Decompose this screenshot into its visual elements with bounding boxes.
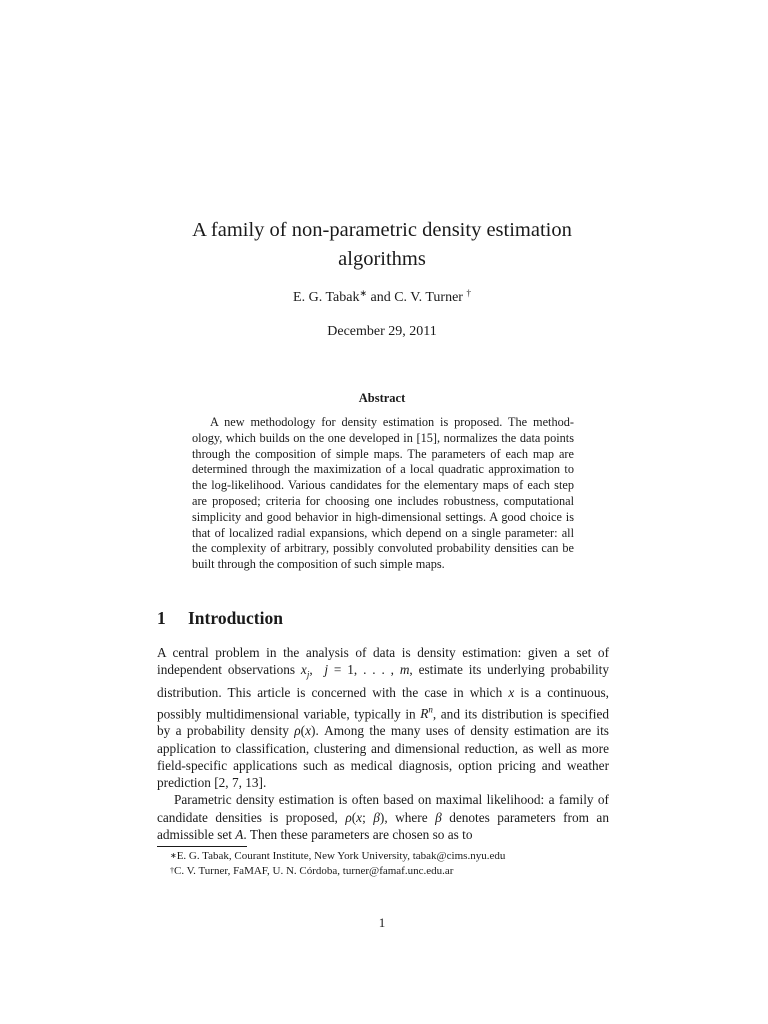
paper-date: December 29, 2011 <box>327 324 437 339</box>
footnote-item <box>170 864 610 879</box>
footnote-item <box>170 849 610 864</box>
author-first: E. G. Tabak <box>293 290 360 305</box>
section-title: Introduction <box>188 608 283 628</box>
footnote-text: E. G. Tabak, Courant Institute, New York University, tabak@cims.nyu.edu <box>176 850 506 862</box>
footnotes <box>170 849 610 879</box>
abstract-text: A new methodology for density estimation is proposed. The methodology, which builds on the one developed in [15], normalizes the data points through the composition of simple maps. The parameters of each map are determined through the maximization of a local quadratic approximation to the log-likelihood. Various candidates for the elementary maps of each step are proposed; criteria for choosing one includes robustness, computational simplicity and good behavior in high-dimensional settings. A good choice is that of localized radial expansions, which depend on a single parameter: all the complexity of arbitrary, possibly convoluted probability densities can be built through the composition of such simple maps. <box>192 415 574 572</box>
footnote-divider <box>157 846 247 847</box>
section-heading <box>157 608 607 629</box>
author-second-footnote-mark[interactable]: † <box>466 288 471 298</box>
author-second: C. V. Turner <box>394 290 467 305</box>
footnote-text: C. V. Turner, FaMAF, U. N. Córdoba, turner@famaf.unc.edu.ar <box>174 865 454 877</box>
author-first-footnote-mark[interactable]: ∗ <box>359 288 367 298</box>
author-connector: and <box>367 290 395 305</box>
footnote-mark: † <box>170 866 174 875</box>
paper-title: A family of non-parametric density estimation algorithms <box>192 219 572 270</box>
author-line <box>150 290 614 306</box>
section-number: 1 <box>157 608 166 628</box>
intro-paragraph-2: Parametric density estimation is often based on maximal likelihood: a family of candidate densities is proposed, ρ(x; β), where β denotes parameters from an admissible set A. Then these parameters are chosen so as to <box>157 792 609 843</box>
footnote-mark: ∗ <box>170 851 177 860</box>
abstract-heading: Abstract <box>358 391 406 405</box>
intro-paragraph-1: A central problem in the analysis of data is density estimation: given a set of independent observations $x_j$, j = 1, . . . , m, estimate its underlying probability distribution. This article is concerned with the case in which x is a continuous, possibly multidimensional variable, typically in $R^n$, and its distribution is specified by a probability density ρ(x). Among the many uses of density estimation are its application to classification, clustering and dimensional reduction, as well as more field-specific applications such as medical diagnosis, option pricing and weather prediction [2, 7, 13]. <box>157 645 609 791</box>
introduction-body <box>157 644 609 843</box>
page-number: 1 <box>378 915 386 930</box>
